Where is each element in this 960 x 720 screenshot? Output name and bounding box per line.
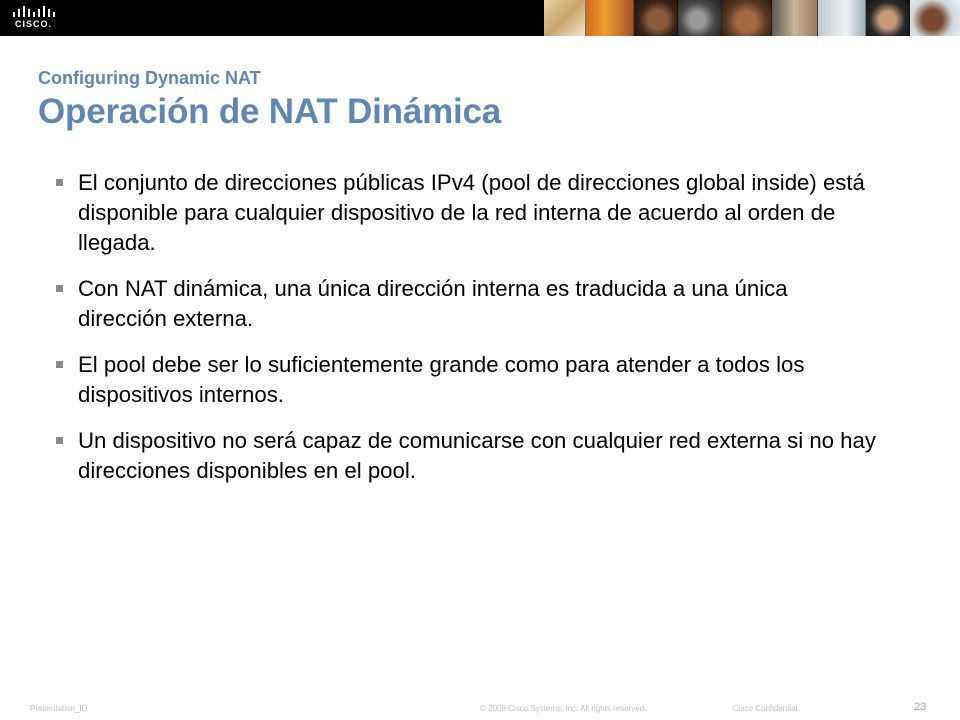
cisco-bars-icon <box>12 6 56 18</box>
slide-subtitle: Configuring Dynamic NAT <box>38 68 261 88</box>
header-photo <box>678 0 722 36</box>
header-photo <box>910 0 960 36</box>
bullet-list <box>56 168 876 502</box>
cisco-logo <box>12 4 72 32</box>
header-photo <box>772 0 818 36</box>
cisco-logo-text: CISCO. <box>15 19 53 29</box>
slide-title: Operación de NAT Dinámica <box>38 92 502 131</box>
header-photo <box>586 0 634 36</box>
header-photo <box>818 0 866 36</box>
bullet-text: Un dispositivo no será capaz de comunicarse con cualquier red externa si no hay direcciones disponibles en el pool. <box>78 428 876 483</box>
header-photo <box>722 0 772 36</box>
bullet-item <box>56 274 876 334</box>
footer-copyright: © 2008 Cisco Systems, Inc. All rights reserved. <box>480 704 647 713</box>
footer-presentation-id: Presentation_ID <box>30 704 88 713</box>
header-photo <box>866 0 910 36</box>
bullet-text: Con NAT dinámica, una única dirección interna es traducida a una única dirección externa. <box>78 276 788 331</box>
bullet-text: El pool debe ser lo suficientemente grande como para atender a todos los dispositivos internos. <box>78 352 805 407</box>
footer-confidential: Cisco Confidential <box>733 704 798 713</box>
bullet-item <box>56 426 876 486</box>
square-bullet-icon <box>56 179 63 186</box>
header-banner <box>0 0 960 36</box>
header-photo <box>634 0 678 36</box>
bullet-text: El conjunto de direcciones públicas IPv4 (pool de direcciones global inside) está disponible para cualquier dispositivo de la red interna de acuerdo al orden de llegada. <box>78 170 865 255</box>
bullet-item <box>56 168 876 258</box>
header-photo-strip <box>544 0 960 36</box>
page-number: 23 <box>914 701 927 713</box>
square-bullet-icon <box>56 361 63 368</box>
square-bullet-icon <box>56 285 63 292</box>
bullet-item <box>56 350 876 410</box>
header-photo <box>544 0 586 36</box>
square-bullet-icon <box>56 437 63 444</box>
